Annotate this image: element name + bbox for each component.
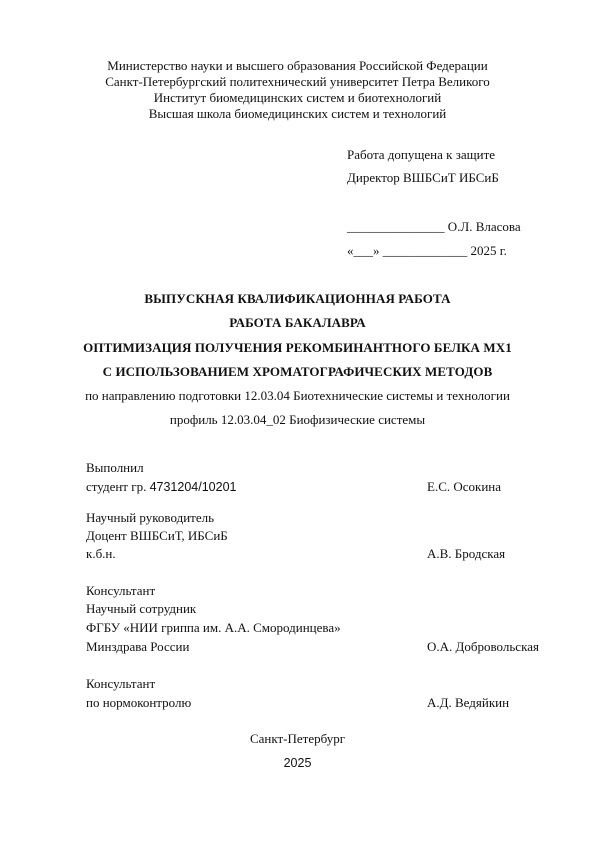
work-type-title: ВЫПУСКНАЯ КВАЛИФИКАЦИОННАЯ РАБОТА: [144, 291, 451, 306]
signature-line: _______________ О.Л. Власова: [347, 219, 521, 234]
profile-text: профиль 12.03.04_02 Биофизические системы: [169, 412, 426, 427]
admitted-text: Работа допущена к защите: [347, 147, 496, 162]
supervisor-degree: к.б.н.: [86, 546, 116, 561]
thesis-title-line1: ОПТИМИЗАЦИЯ ПОЛУЧЕНИЯ РЕКОМБИНАНТНОГО БЕЛКА MX1: [83, 340, 512, 355]
consultant-organization: ФГБУ «НИИ гриппа им. А.А. Смородинцева»: [86, 620, 341, 635]
date-line: «___» _____________ 2025 г.: [347, 243, 507, 258]
university-line: Санкт-Петербургский политехнический университет Петра Великого: [105, 74, 490, 89]
norm-consultant-role: Консультант: [86, 676, 156, 691]
norm-consultant-subject: по нормоконтролю: [86, 695, 192, 710]
degree-title: РАБОТА БАКАЛАВРА: [229, 315, 366, 330]
consultant-role: Консультант: [86, 583, 156, 598]
student-position: [86, 479, 236, 495]
school-line: Высшая школа биомедицинских систем и технологий: [148, 106, 447, 121]
consultant-name: О.А. Добровольская: [427, 639, 539, 654]
consultant-position: Научный сотрудник: [86, 601, 197, 616]
ministry-line: Министерство науки и высшего образования Российской Федерации: [107, 58, 488, 73]
direction-text: по направлению подготовки 12.03.04 Биотехнические системы и технологии: [85, 388, 510, 403]
supervisor-position: Доцент ВШБСиТ, ИБСиБ: [86, 528, 228, 543]
city-text: Санкт-Петербург: [249, 731, 346, 746]
student-name: Е.С. Осокина: [427, 479, 502, 494]
student-role: Выполнил: [86, 460, 144, 475]
supervisor-role: Научный руководитель: [86, 510, 215, 525]
year-text: 2025: [283, 756, 312, 770]
consultant-ministry: Минздрава России: [86, 639, 190, 654]
institute-line: Институт биомедицинских систем и биотехнологий: [153, 90, 442, 105]
thesis-title-line2: С ИСПОЛЬЗОВАНИЕМ ХРОМАТОГРАФИЧЕСКИХ МЕТОДОВ: [102, 364, 493, 379]
student-position-prefix: студент гр.: [86, 479, 150, 494]
director-text: Директор ВШБСиТ ИБСиБ: [347, 170, 499, 185]
student-group: 4731204/10201: [149, 480, 237, 494]
supervisor-name: А.В. Бродская: [427, 546, 506, 561]
norm-consultant-name: А.Д. Ведяйкин: [427, 695, 510, 710]
